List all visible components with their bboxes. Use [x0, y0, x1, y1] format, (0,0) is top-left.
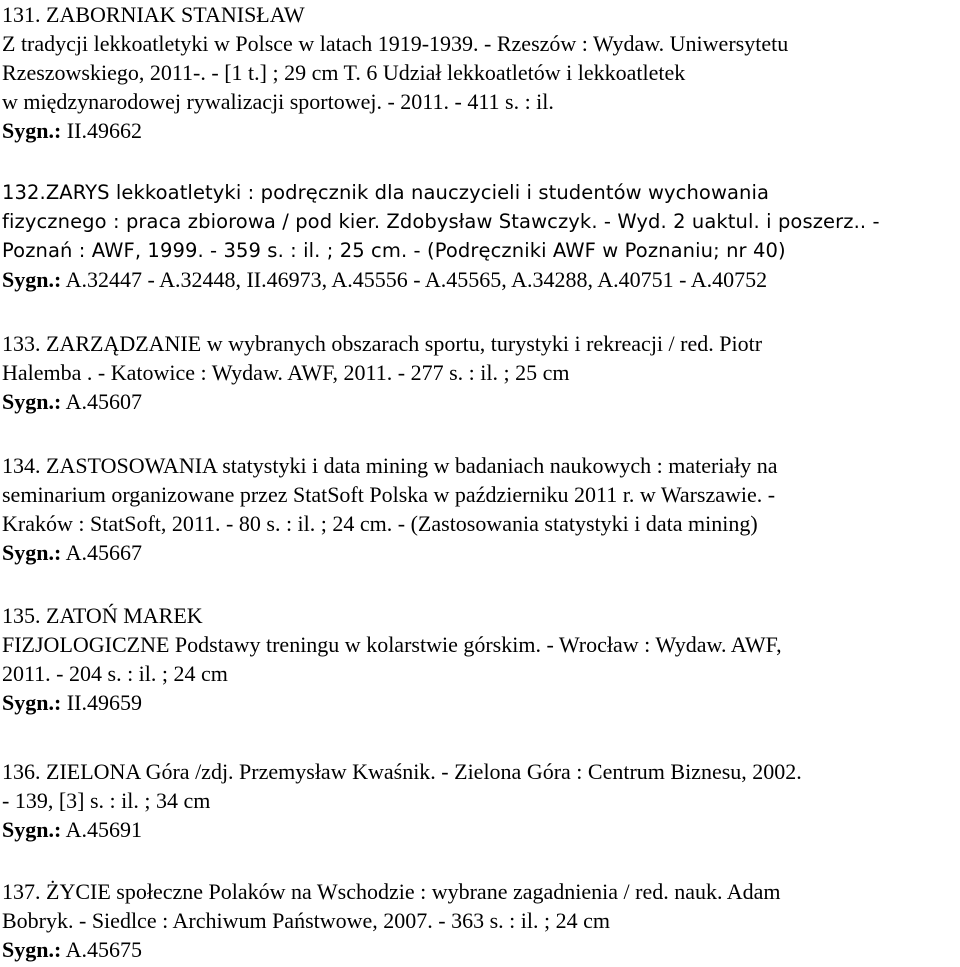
entry-line: w międzynarodowej rywalizacji sportowej. - 2011. - 411 s. : il. — [2, 89, 554, 114]
call-number-label: Sygn.: — [2, 118, 62, 143]
call-number-value: A.45607 — [61, 389, 142, 414]
call-number-line — [2, 688, 960, 717]
call-number-line — [2, 265, 960, 294]
call-number-line — [2, 538, 960, 567]
entry-line: Z tradycji lekkoatletyki w Polsce w latach 1919-1939. - Rzeszów : Wydaw. Uniwersytetu — [2, 31, 789, 56]
call-number-value: A.45675 — [61, 937, 142, 962]
call-number-label: Sygn.: — [2, 540, 62, 565]
entry-line: 136. ZIELONA Góra /zdj. Przemysław Kwaśnik. - Zielona Góra : Centrum Biznesu, 2002. — [2, 759, 802, 784]
catalog-entry-134 — [2, 451, 960, 567]
entry-line: Halemba . - Katowice : Wydaw. AWF, 2011. - 277 s. : il. ; 25 cm — [2, 360, 570, 385]
entry-line: 132.ZARYS lekkoatletyki : podręcznik dla nauczycieli i studentów wychowania — [2, 181, 770, 204]
entry-line: 131. ZABORNIAK STANISŁAW — [2, 2, 305, 27]
entry-line: 133. ZARZĄDZANIE w wybranych obszarach sportu, turystyki i rekreacji / red. Piotr — [2, 331, 763, 356]
entry-line: 135. ZATOŃ MAREK — [2, 603, 203, 628]
entry-line: 2011. - 204 s. : il. ; 24 cm — [2, 661, 228, 686]
call-number-label: Sygn.: — [2, 937, 62, 962]
entry-line: Poznań : AWF, 1999. - 359 s. : il. ; 25 cm. - (Podręczniki AWF w Poznaniu; nr 40) — [2, 239, 786, 262]
entry-line: Bobryk. - Siedlce : Archiwum Państwowe, 2007. - 363 s. : il. ; 24 cm — [2, 908, 610, 933]
catalog-entry-133 — [2, 329, 960, 416]
entry-line: 134. ZASTOSOWANIA statystyki i data mining w badaniach naukowych : materiały na — [2, 453, 778, 478]
entry-line: seminarium organizowane przez StatSoft Polska w październiku 2011 r. w Warszawie. - — [2, 482, 776, 507]
call-number-line — [2, 815, 960, 844]
call-number-label: Sygn.: — [2, 389, 62, 414]
call-number-label: Sygn.: — [2, 267, 62, 292]
entry-line: Rzeszowskiego, 2011-. - [1 t.] ; 29 cm T. 6 Udział lekkoatletów i lekkoatletek — [2, 60, 686, 85]
call-number-value: A.32447 - A.32448, II.46973, A.45556 - A.45565, A.34288, A.40751 - A.40752 — [61, 267, 768, 292]
call-number-label: Sygn.: — [2, 690, 62, 715]
call-number-line — [2, 387, 960, 416]
call-number-value: II.49662 — [61, 118, 142, 143]
entry-line: FIZJOLOGICZNE Podstawy treningu w kolarstwie górskim. - Wrocław : Wydaw. AWF, — [2, 632, 782, 657]
catalog-entry-131 — [2, 0, 960, 145]
catalog-entry-135 — [2, 601, 960, 717]
entry-line: Kraków : StatSoft, 2011. - 80 s. : il. ; 24 cm. - (Zastosowania statystyki i data mining) — [2, 511, 758, 536]
catalog-entry-137 — [2, 877, 960, 964]
call-number-line — [2, 935, 960, 964]
catalog-entry-132 — [2, 178, 960, 294]
call-number-value: A.45691 — [61, 817, 142, 842]
call-number-label: Sygn.: — [2, 817, 62, 842]
call-number-value: II.49659 — [61, 690, 142, 715]
entry-line: fizycznego : praca zbiorowa / pod kier. Zdobysław Stawczyk. - Wyd. 2 uaktul. i poszerz.. - — [2, 210, 880, 233]
entry-line: 137. ŻYCIE społeczne Polaków na Wschodzie : wybrane zagadnienia / red. nauk. Adam — [2, 879, 781, 904]
call-number-line — [2, 116, 960, 145]
entry-line: - 139, [3] s. : il. ; 34 cm — [2, 788, 211, 813]
call-number-value: A.45667 — [61, 540, 142, 565]
catalog-entry-136 — [2, 757, 960, 844]
